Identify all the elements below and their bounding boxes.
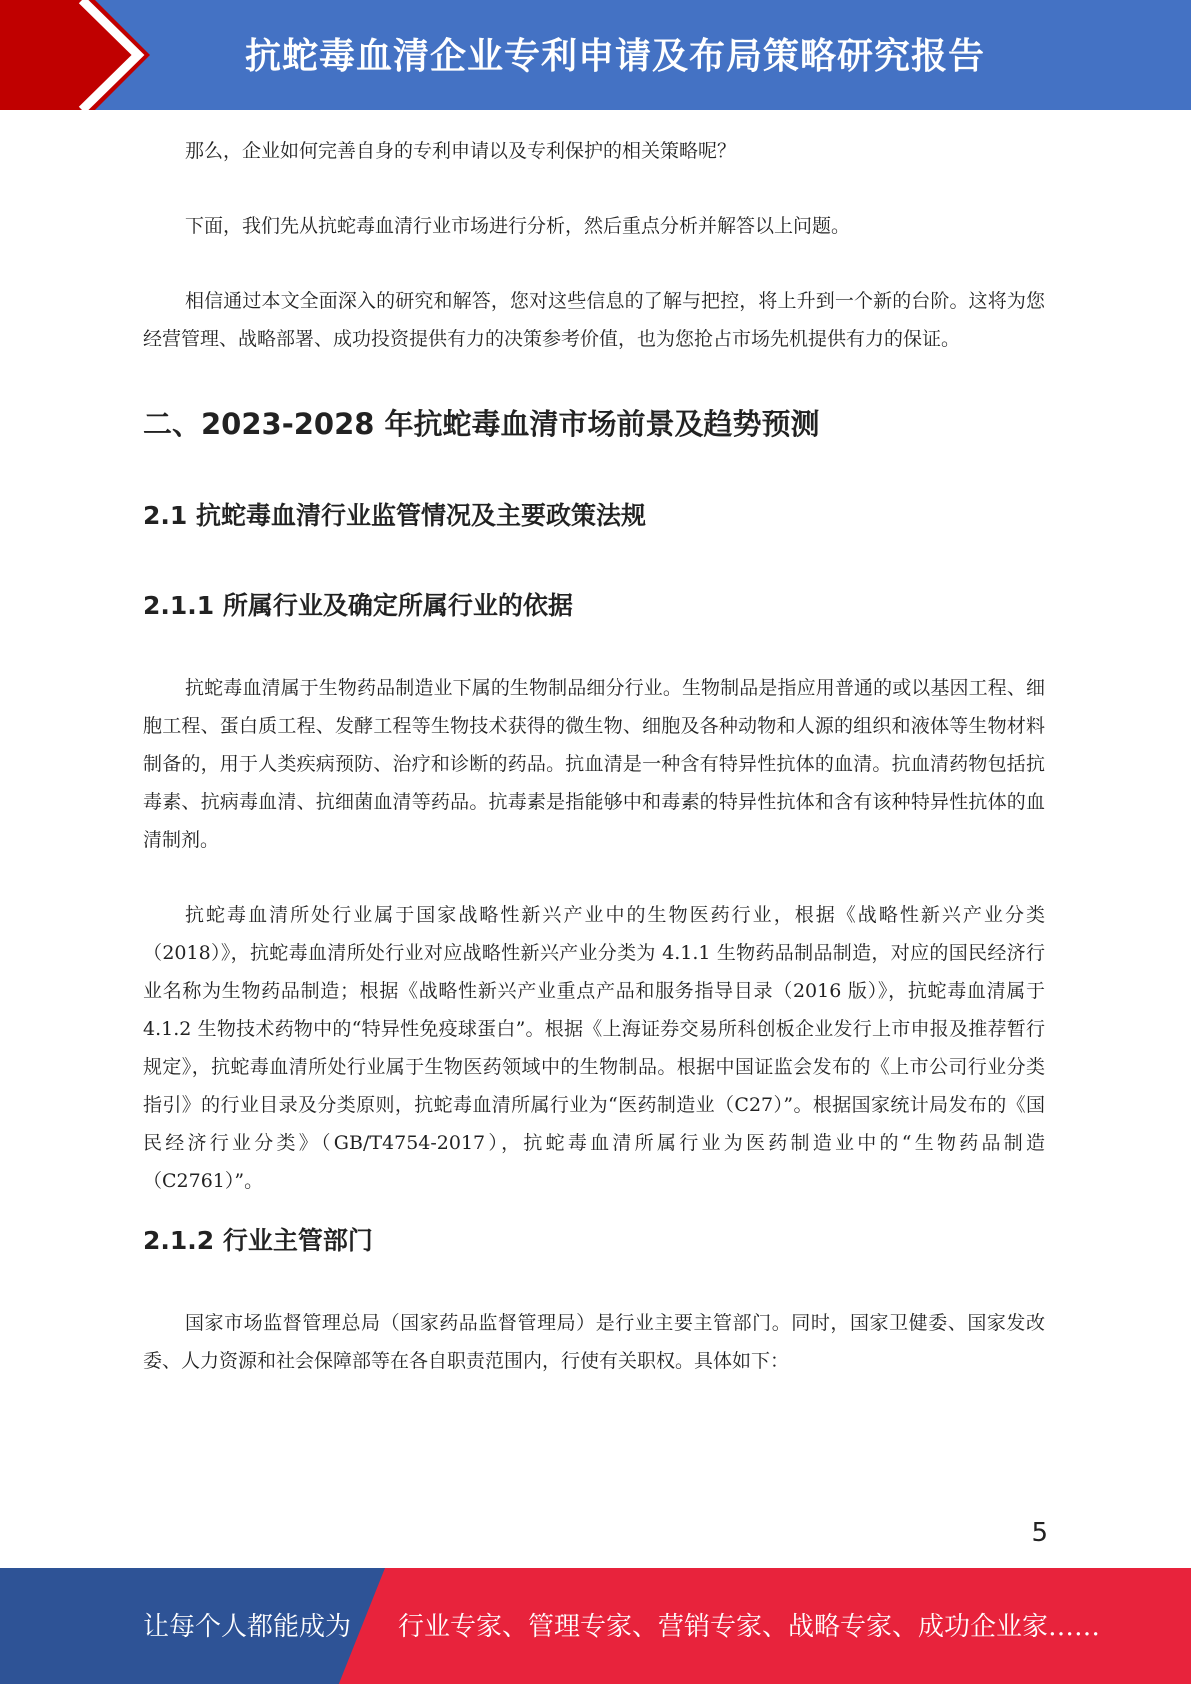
subsubsection-heading: 2.1.1 所属行业及确定所属行业的依据: [143, 591, 573, 620]
footer-slogan-left: 让每个人都能成为: [143, 1612, 352, 1642]
intro-paragraph-1: 那么，企业如何完善自身的专利申请以及专利保护的相关策略呢？: [185, 140, 737, 162]
page-number: 5: [1031, 1518, 1048, 1548]
subsection-heading: 2.1 抗蛇毒血清行业监管情况及主要政策法规: [143, 501, 646, 530]
section-heading: 二、2023-2028 年抗蛇毒血清市场前景及趋势预测: [143, 407, 820, 441]
footer-slogan-right: 行业专家、管理专家、营销专家、战略专家、成功企业家……: [398, 1612, 1101, 1642]
body-paragraph: 抗蛇毒血清所处行业属于国家战略性新兴产业中的生物医药行业，根据《战略性新兴产业分类（2018）》，抗蛇毒血清所处行业对应战略性新兴产业分类为 4.1.1 生物药品制品制造，对应的国民经济行业名称为生物药品制造；根据《战略性新兴产业重点产品和服务指导目录（2016 版）》，抗蛇毒血清属于 4.1.2 生物技术药物中的“特异性免疫球蛋白”。根据《上海证券交易所科创板企业发行上市申报及推荐暂行规定》，抗蛇毒血清所处行业属于生物医药领域中的生物制品。根据中国证监会发布的《上市公司行业分类指引》的行业目录及分类原则，抗蛇毒血清所属行业为“医药制造业（C27）”。根据国家统计局发布的《国民经济行业分类》（GB/T4754-2017），抗蛇毒血清所属行业为医药制造业中的“生物药品制造（C2761）”。: [143, 904, 1045, 1192]
page-footer: [0, 1568, 1191, 1684]
subsubsection-heading: 2.1.2 行业主管部门: [143, 1226, 373, 1255]
header-title: 抗蛇毒血清企业专利申请及布局策略研究报告: [245, 36, 986, 77]
header-chevron-icon: [60, 0, 160, 110]
intro-paragraph-3: 相信通过本文全面深入的研究和解答，您对这些信息的了解与把控，将上升到一个新的台阶。这将为您经营管理、战略部署、成功投资提供有力的决策参考价值，也为您抢占市场先机提供有力的保证。: [143, 290, 1045, 350]
document-body: [143, 132, 1045, 1417]
page-header: [0, 0, 1191, 110]
body-paragraph: 抗蛇毒血清属于生物药品制造业下属的生物制品细分行业。生物制品是指应用普通的或以基因工程、细胞工程、蛋白质工程、发酵工程等生物技术获得的微生物、细胞及各种动物和人源的组织和液体等生物材料制备的，用于人类疾病预防、治疗和诊断的药品。抗血清是一种含有特异性抗体的血清。抗血清药物包括抗毒素、抗病毒血清、抗细菌血清等药品。抗毒素是指能够中和毒素的特异性抗体和含有该种特异性抗体的血清制剂。: [143, 677, 1045, 851]
intro-paragraph-2: 下面，我们先从抗蛇毒血清行业市场进行分析，然后重点分析并解答以上问题。: [185, 215, 851, 237]
body-paragraph: 国家市场监督管理总局（国家药品监督管理局）是行业主要主管部门。同时，国家卫健委、国家发改委、人力资源和社会保障部等在各自职责范围内，行使有关职权。具体如下：: [143, 1312, 1045, 1372]
